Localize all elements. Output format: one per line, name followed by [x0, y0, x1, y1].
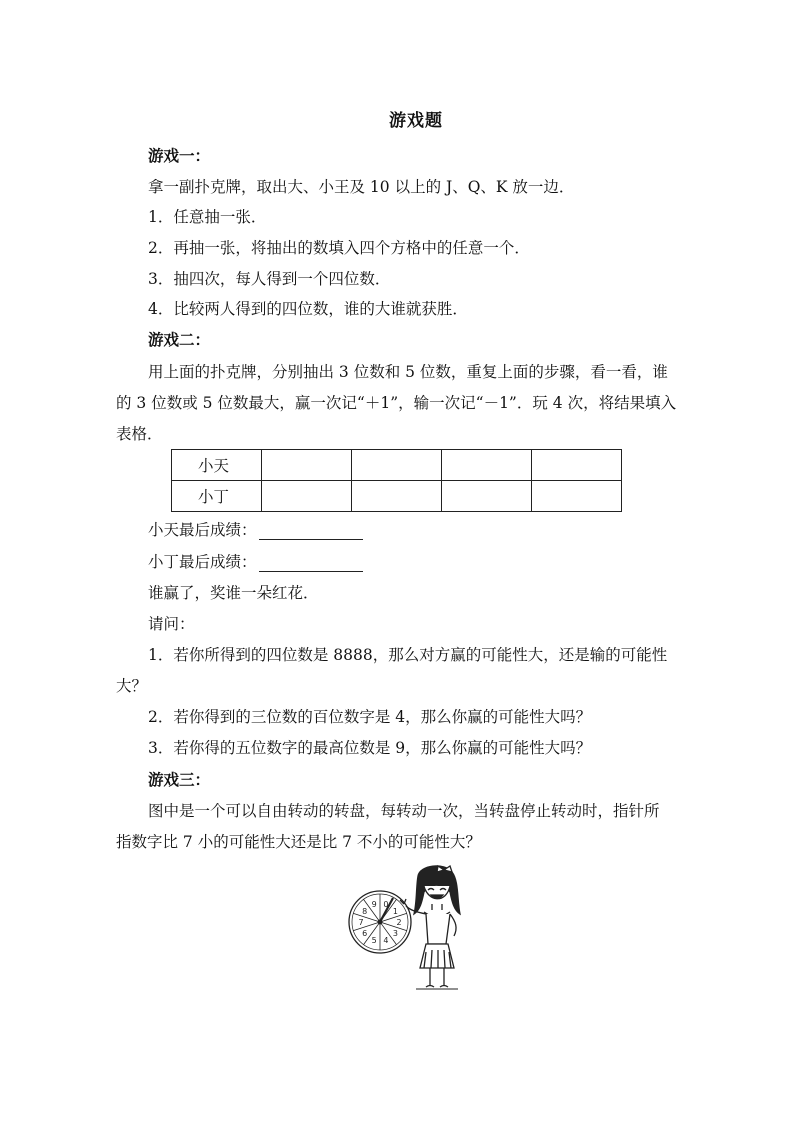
wheel-number-label: 4 [383, 936, 389, 946]
question-intro: 请问： [148, 615, 195, 633]
score-cell[interactable] [532, 450, 622, 481]
table-row [172, 481, 622, 512]
wheel-number-label: 1 [392, 906, 398, 916]
wheel-number-label: 5 [371, 936, 377, 946]
score-cell[interactable] [442, 481, 532, 512]
wheel-number-label: 9 [371, 899, 377, 909]
game3-heading: 游戏三： [148, 770, 211, 789]
wheel-number-label: 3 [392, 929, 398, 939]
final-score-xiaoding [148, 552, 363, 572]
row-label-xiaoding: 小丁 [172, 481, 262, 512]
answer-blank[interactable] [259, 554, 363, 572]
score-cell[interactable] [262, 481, 352, 512]
question-1-continued: 大？ [116, 677, 148, 695]
wheel-number-label: 2 [396, 918, 402, 927]
question-3: 3．若你得的五位数字的最高位数是 9，那么你赢的可能性大吗？ [148, 739, 592, 757]
wheel-number-label: 8 [362, 906, 368, 916]
game1-step-3: 3．抽四次，每人得到一个四位数． [148, 270, 391, 288]
game1-step-4: 4．比较两人得到的四位数，谁的大谁就获胜． [148, 300, 468, 318]
page-title: 游戏题 [389, 111, 443, 131]
game3-text-line-2: 指数字比 7 小的可能性大还是比 7 不小的可能性大？ [116, 833, 481, 851]
wheel-number-label: 0 [383, 899, 389, 909]
score-cell[interactable] [352, 450, 442, 481]
row-label-xiaotian: 小天 [172, 450, 262, 481]
game3-text-line-1: 图中是一个可以自由转动的转盘，每转动一次，当转盘停止转动时，指针所 [148, 802, 660, 820]
wheel-number-label: 6 [362, 929, 368, 939]
question-1: 1．若你所得到的四位数是 8888，那么对方赢的可能性大，还是输的可能性 [148, 646, 668, 664]
score-cell[interactable] [262, 450, 352, 481]
game2-text-line-3: 表格． [116, 425, 163, 443]
score-cell[interactable] [352, 481, 442, 512]
score-cell[interactable] [442, 450, 532, 481]
final-score-label: 小丁最后成绩： [148, 553, 257, 571]
game1-step-1: 1．任意抽一张． [148, 208, 267, 226]
game1-step-2: 2．再抽一张，将抽出的数填入四个方格中的任意一个． [148, 239, 530, 257]
game2-heading: 游戏二： [148, 330, 211, 349]
question-2: 2．若你得到的三位数的百位数字是 4，那么你赢的可能性大吗？ [148, 708, 592, 726]
final-score-label: 小天最后成绩： [148, 521, 257, 539]
game1-intro: 拿一副扑克牌，取出大、小王及 10 以上的 J、Q、K 放一边． [148, 178, 575, 196]
game1-heading: 游戏一： [148, 146, 211, 165]
wheel-number-label: 7 [358, 918, 364, 927]
game2-text-line-1: 用上面的扑克牌，分别抽出 3 位数和 5 位数，重复上面的步骤，看一看，谁 [148, 363, 668, 381]
winner-line: 谁赢了，奖谁一朵红花． [148, 584, 319, 602]
game2-text-line-2: 的 3 位数或 5 位数最大，赢一次记“＋1”，输一次记“－1”．玩 4 次，将结果填入 [116, 394, 677, 412]
score-cell[interactable] [532, 481, 622, 512]
final-score-xiaotian [148, 520, 363, 540]
answer-blank[interactable] [259, 522, 363, 540]
score-table [171, 449, 622, 512]
spinner-illustration [346, 862, 466, 997]
spinner-wheel [349, 891, 411, 953]
table-row [172, 450, 622, 481]
